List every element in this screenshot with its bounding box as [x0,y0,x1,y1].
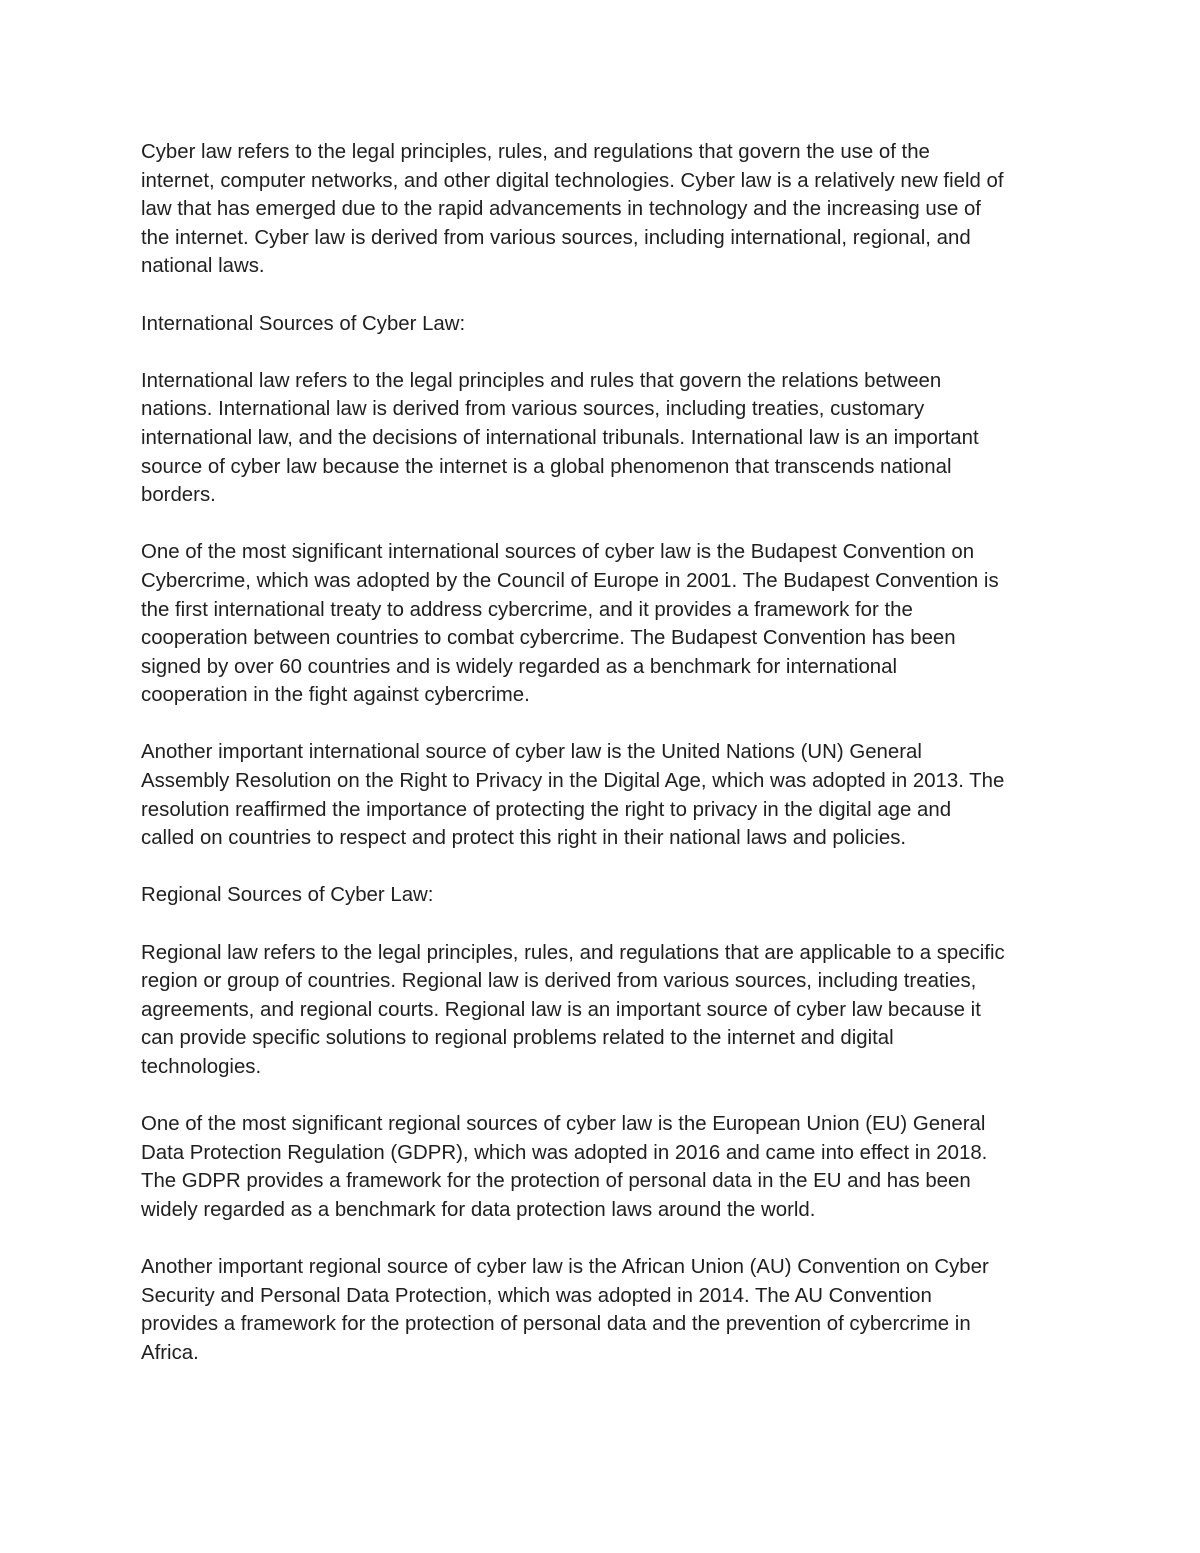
regional-law-paragraph [141,939,1061,1082]
text-line: resolution reaffirmed the importance of protecting the right to privacy in the digital age and [141,798,952,821]
text-line: Africa. [141,1341,199,1364]
text-line: Data Protection Regulation (GDPR), which was adopted in 2016 and came into effect in 2018. [141,1141,988,1164]
intro-paragraph [141,138,1061,281]
heading-text: Regional Sources of Cyber Law: [141,884,434,907]
text-line: signed by over 60 countries and is widely regarded as a benchmark for international [141,655,898,678]
text-line: Assembly Resolution on the Right to Privacy in the Digital Age, which was adopted in 2013. The [141,770,1005,793]
text-line: provides a framework for the protection of personal data and the prevention of cybercrime in [141,1313,971,1336]
text-line: Cyber law refers to the legal principles, rules, and regulations that govern the use of the [141,141,930,163]
text-line: One of the most significant regional sources of cyber law is the European Union (EU) General [141,1113,986,1136]
text-line: One of the most significant international sources of cyber law is the Budapest Convention on [141,541,975,564]
document-body [141,138,1061,1396]
section-heading-regional [141,881,1061,910]
text-line: internet, computer networks, and other digital technologies. Cyber law is a relatively new field of [141,169,1004,192]
text-line: nations. International law is derived from various sources, including treaties, customary [141,398,925,421]
text-line: Regional law refers to the legal principles, rules, and regulations that are applicable to a specific [141,941,1005,964]
text-line: the internet. Cyber law is derived from various sources, including international, regional, and [141,226,971,249]
text-line: source of cyber law because the internet is a global phenomenon that transcends national [141,455,952,478]
text-line: widely regarded as a benchmark for data protection laws around the world. [141,1198,816,1221]
text-line: Another important regional source of cyber law is the African Union (AU) Convention on Cyber [141,1256,989,1279]
budapest-convention-paragraph [141,538,1061,710]
text-line: cooperation in the fight against cybercrime. [141,684,530,707]
text-line: national laws. [141,255,265,278]
text-line: Another important international source of cyber law is the United Nations (UN) General [141,741,922,764]
text-line: International law refers to the legal principles and rules that govern the relations between [141,369,942,392]
international-law-paragraph [141,367,1061,510]
text-line: Security and Personal Data Protection, which was adopted in 2014. The AU Convention [141,1284,932,1307]
text-line: Cybercrime, which was adopted by the Council of Europe in 2001. The Budapest Convention is [141,569,999,592]
text-line: The GDPR provides a framework for the protection of personal data in the EU and has been [141,1170,971,1193]
text-line: region or group of countries. Regional law is derived from various sources, including treaties, [141,970,977,993]
text-line: law that has emerged due to the rapid advancements in technology and the increasing use of [141,198,981,221]
text-line: called on countries to respect and protect this right in their national laws and policies. [141,827,907,850]
text-line: can provide specific solutions to regional problems related to the internet and digital [141,1027,894,1050]
text-line: cooperation between countries to combat cybercrime. The Budapest Convention has been [141,627,956,650]
text-line: borders. [141,484,216,507]
au-convention-paragraph [141,1253,1061,1367]
text-line: technologies. [141,1056,262,1078]
heading-text: International Sources of Cyber Law: [141,312,466,335]
text-line: international law, and the decisions of international tribunals. International law is an important [141,426,979,449]
text-line: agreements, and regional courts. Regional law is an important source of cyber law because it [141,998,981,1021]
un-resolution-paragraph [141,738,1061,852]
section-heading-international [141,310,1061,339]
gdpr-paragraph [141,1110,1061,1224]
text-line: the first international treaty to address cybercrime, and it provides a framework for the [141,598,913,621]
